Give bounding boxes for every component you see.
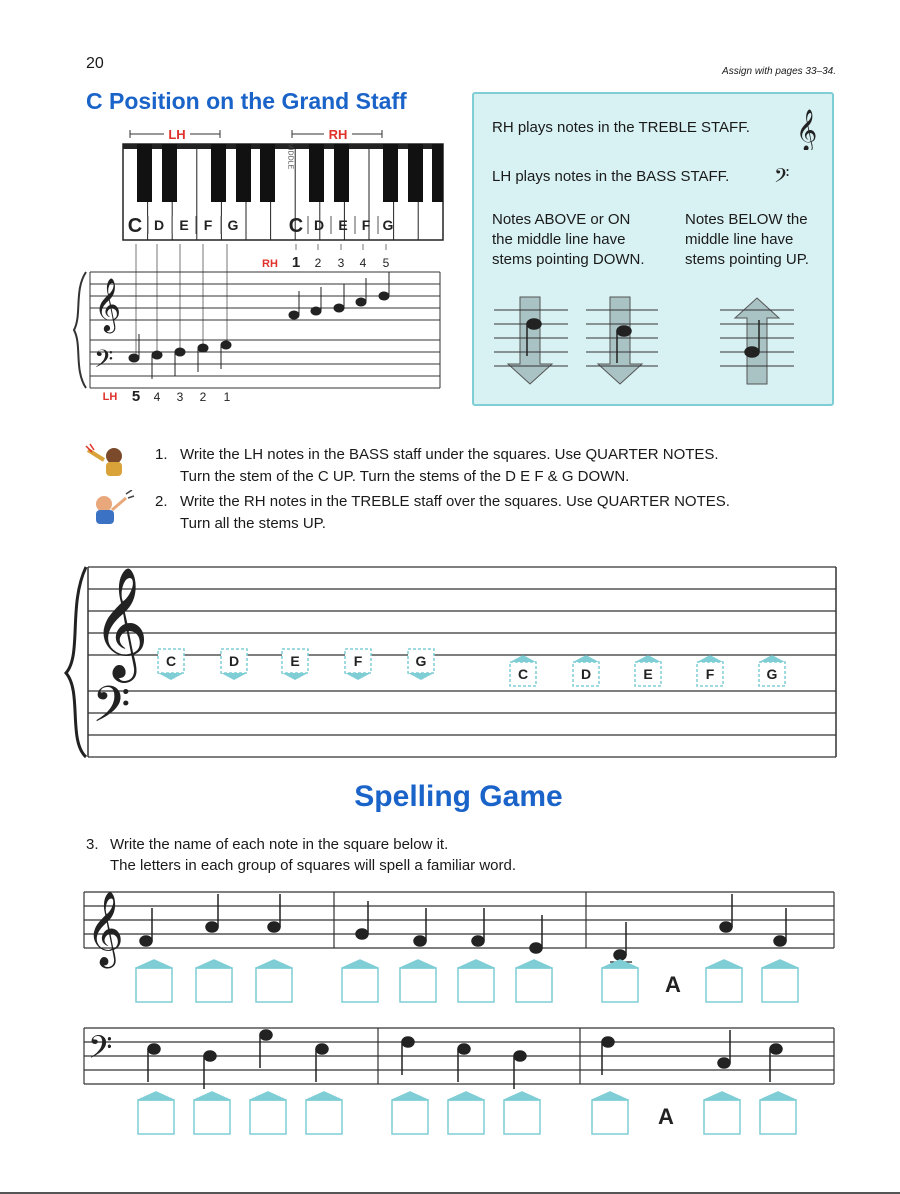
answer-box: [256, 960, 292, 1002]
lh-finger-1: 1: [223, 390, 231, 404]
lh-key-e: E: [179, 217, 189, 233]
musician-1-icon: [84, 442, 134, 482]
answer-box: [138, 1092, 174, 1134]
lh-finger-4: 4: [153, 390, 161, 404]
info-treble-line: RH plays notes in the TREBLE STAFF.: [492, 119, 750, 136]
lh-finger-5: 5: [131, 388, 141, 405]
lh-finger-3: 3: [176, 390, 184, 404]
rh-finger-4: 4: [359, 256, 367, 270]
svg-text:F: F: [353, 653, 363, 669]
rh-key-g: G: [382, 217, 394, 233]
svg-text:D: D: [228, 653, 240, 669]
svg-text:𝄞: 𝄞: [796, 110, 818, 150]
answer-box: [760, 1092, 796, 1134]
info-above-1: Notes ABOVE or ON: [492, 211, 631, 228]
info-below-3: stems pointing UP.: [685, 251, 809, 268]
answer-box: [504, 1092, 540, 1134]
answer-box: [400, 960, 436, 1002]
ex1-num: 1.: [155, 446, 168, 463]
answer-box: [342, 960, 378, 1002]
rh-key-d: D: [313, 217, 325, 233]
lh-finger-2: 2: [199, 390, 207, 404]
lh-box-c: [158, 649, 184, 680]
bass-spelling-staff: [80, 1016, 840, 1146]
answer-box: [516, 960, 552, 1002]
rh-box-f: [697, 655, 723, 686]
bass-clef-icon: [772, 162, 802, 192]
answer-box: [762, 960, 798, 1002]
rh-box-e: [635, 655, 661, 686]
bass-clef-icon: 𝄢: [94, 345, 114, 380]
treble-clef-icon: [794, 106, 824, 150]
lh-key-f: F: [203, 217, 213, 233]
answer-box: [602, 960, 638, 1002]
rh-box-c: [510, 655, 536, 686]
bass-clef-icon: 𝄢: [88, 1029, 113, 1073]
answer-box: [704, 1092, 740, 1134]
svg-text:C: C: [517, 666, 529, 682]
info-bass-line: LH plays notes in the BASS STAFF.: [492, 168, 730, 185]
lh-key-g: G: [227, 217, 239, 233]
keyboard-diagram: [60, 120, 460, 410]
bass-clef-icon: 𝄢: [92, 676, 131, 746]
ex1-line2: Turn the stem of the C UP. Turn the stems of the D E F & G DOWN.: [180, 468, 630, 485]
ex3-num: 3.: [86, 836, 99, 853]
lh-key-c: C: [127, 215, 143, 237]
ex1-line1: Write the LH notes in the BASS staff under the squares. Use QUARTER NOTES.: [180, 446, 719, 463]
rh-box-g: [759, 655, 785, 686]
svg-text:E: E: [643, 666, 653, 682]
spelling-instructions: [86, 834, 516, 876]
answer-box: [196, 960, 232, 1002]
lh-box-e: [282, 649, 308, 680]
treble-clef-icon: 𝄞: [92, 566, 149, 678]
lh-fingering-label: LH: [102, 391, 118, 403]
svg-text:G: G: [766, 666, 778, 682]
info-box: [472, 92, 834, 406]
lh-box-g: [408, 649, 434, 680]
answer-box: [392, 1092, 428, 1134]
rh-key-f: F: [361, 217, 371, 233]
info-above-3: stems pointing DOWN.: [492, 251, 645, 268]
section-title: C Position on the Grand Staff: [86, 88, 407, 114]
bass-given-letter: A: [658, 1104, 674, 1129]
svg-text:D: D: [580, 666, 592, 682]
answer-box: [136, 960, 172, 1002]
page-number: 20: [86, 55, 104, 72]
svg-text:𝄢: 𝄢: [774, 164, 790, 192]
lh-key-d: D: [153, 217, 165, 233]
ex2-num: 2.: [155, 493, 168, 510]
svg-text:F: F: [705, 666, 715, 682]
treble-given-letter: A: [665, 972, 681, 997]
rh-finger-2: 2: [314, 256, 322, 270]
spelling-game-title: Spelling Game: [354, 780, 563, 813]
svg-text:C: C: [165, 653, 177, 669]
answer-box: [706, 960, 742, 1002]
treble-clef-icon: 𝄞: [86, 892, 124, 966]
svg-text:G: G: [415, 653, 427, 669]
rh-label: RH: [328, 127, 348, 142]
rh-finger-1: 1: [291, 254, 301, 271]
rh-fingering-label: RH: [262, 258, 278, 270]
lh-box-d: [221, 649, 247, 680]
answer-box: [448, 1092, 484, 1134]
rh-finger-3: 3: [337, 256, 345, 270]
ex2-line2: Turn all the stems UP.: [180, 515, 326, 532]
svg-text:E: E: [290, 653, 300, 669]
ex3-line2: The letters in each group of squares will spell a familiar word.: [110, 857, 517, 874]
answer-box: [194, 1092, 230, 1134]
treble-clef-icon: 𝄞: [94, 277, 122, 331]
info-above-2: the middle line have: [492, 231, 626, 248]
answer-box: [306, 1092, 342, 1134]
info-below-2: middle line have: [685, 231, 794, 248]
answer-box: [458, 960, 494, 1002]
answer-box: [592, 1092, 628, 1134]
ex2-line1: Write the RH notes in the TREBLE staff over the squares. Use QUARTER NOTES.: [180, 493, 730, 510]
rh-finger-5: 5: [382, 256, 390, 270]
info-below-1: Notes BELOW the: [685, 211, 808, 228]
answer-box: [250, 1092, 286, 1134]
musician-2-icon: [86, 490, 136, 530]
middle-label: MIDDLE: [286, 142, 294, 170]
rh-key-c: C: [288, 215, 304, 237]
rh-key-e: E: [338, 217, 348, 233]
assign-note: Assign with pages 33–34.: [722, 66, 836, 77]
rh-box-d: [573, 655, 599, 686]
lh-box-f: [345, 649, 371, 680]
writing-grand-staff: [60, 545, 850, 765]
ex3-line1: Write the name of each note in the square below it.: [110, 836, 449, 853]
stem-direction-diagram: [490, 292, 820, 392]
lh-label: LH: [168, 127, 186, 142]
treble-spelling-staff: [80, 878, 840, 1008]
